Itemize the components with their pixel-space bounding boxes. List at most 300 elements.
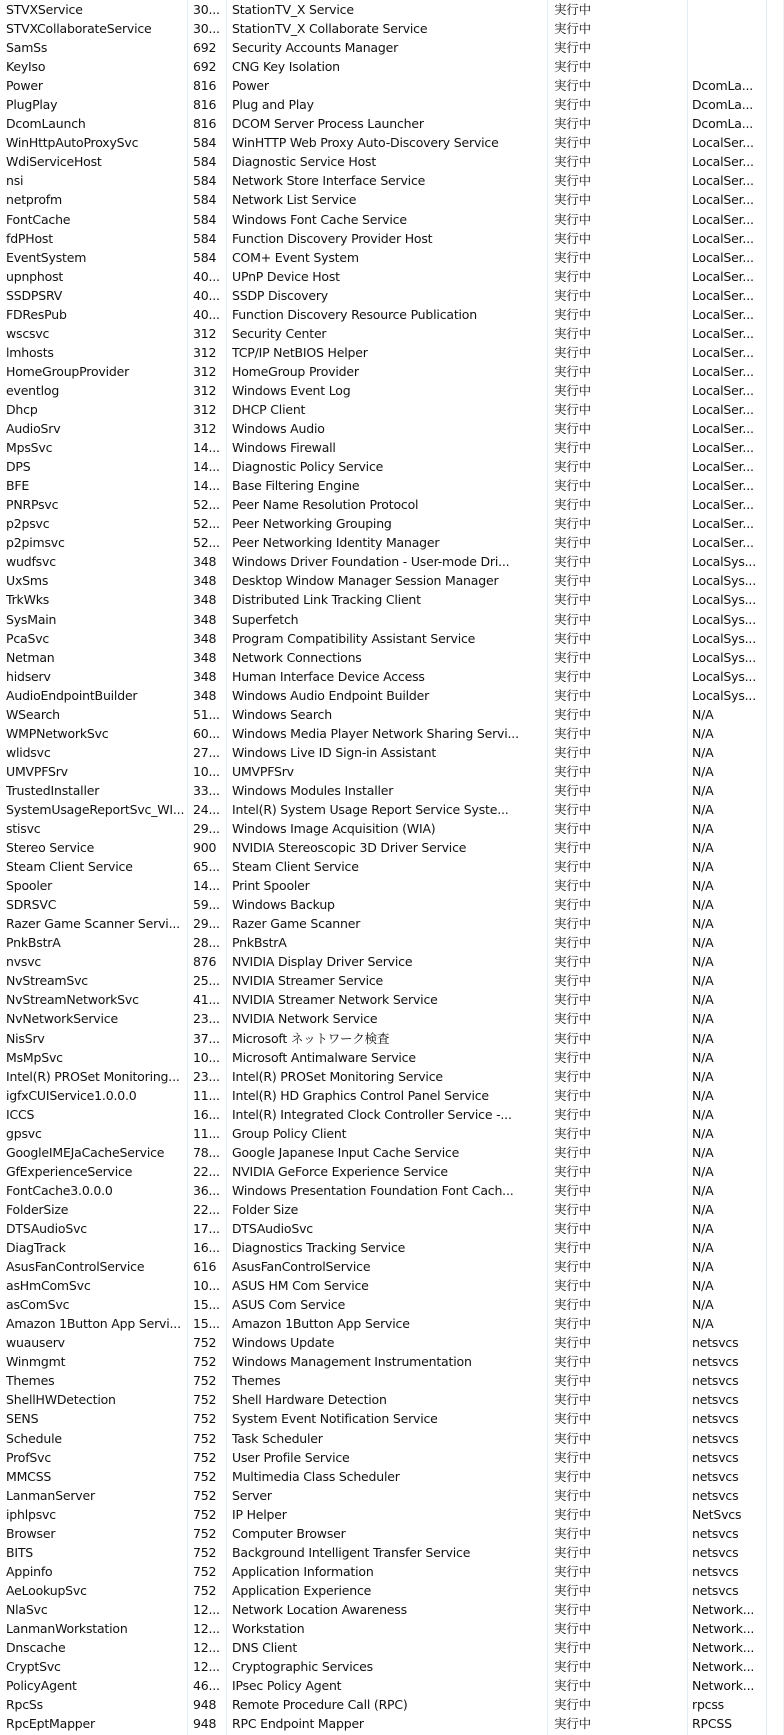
service-row[interactable] (0, 1409, 784, 1428)
service-group: Network... (692, 1659, 755, 1675)
service-status: 実行中 (554, 859, 591, 875)
service-row[interactable] (0, 1486, 784, 1505)
service-row[interactable] (0, 1505, 784, 1524)
service-pid: 348 (193, 573, 217, 589)
service-name: RpcSs (6, 1697, 43, 1713)
service-status: 実行中 (554, 211, 591, 227)
service-group: LocalSys... (692, 630, 756, 646)
service-row[interactable] (0, 1352, 784, 1371)
service-row[interactable] (0, 838, 784, 857)
service-status: 実行中 (554, 116, 591, 132)
service-row[interactable] (0, 114, 784, 133)
service-pid: 11... (193, 1087, 220, 1103)
service-pid: 29... (193, 916, 220, 932)
service-group: LocalSer... (692, 230, 754, 246)
service-row[interactable] (0, 229, 784, 248)
service-group: N/A (692, 1182, 714, 1198)
service-name: NisSrv (6, 1030, 45, 1046)
service-group: N/A (692, 706, 714, 722)
service-description: ASUS Com Service (232, 1297, 346, 1313)
service-row[interactable] (0, 76, 784, 95)
service-status: 実行中 (554, 649, 591, 665)
service-pid: 876 (193, 954, 217, 970)
service-group: LocalSys... (692, 687, 756, 703)
service-pid: 312 (193, 382, 217, 398)
service-pid: 692 (193, 40, 217, 56)
service-name: Themes (6, 1373, 55, 1389)
service-pid: 10... (193, 763, 220, 779)
service-description: Peer Name Resolution Protocol (232, 497, 419, 513)
service-description: Human Interface Device Access (232, 668, 425, 684)
service-row[interactable] (0, 1657, 784, 1676)
service-group: Network... (692, 1601, 755, 1617)
service-group: N/A (692, 1259, 714, 1275)
service-row[interactable] (0, 1448, 784, 1467)
service-pid: 816 (193, 116, 217, 132)
service-description: HomeGroup Provider (232, 363, 359, 379)
service-status: 実行中 (554, 1030, 591, 1046)
service-row[interactable] (0, 1314, 784, 1333)
service-pid: 752 (193, 1354, 217, 1370)
service-pid: 30... (193, 2, 220, 17)
service-row[interactable] (0, 343, 784, 362)
service-row[interactable] (0, 1524, 784, 1543)
service-name: WinHttpAutoProxySvc (6, 135, 139, 151)
service-group: N/A (692, 801, 714, 817)
service-row[interactable] (0, 1390, 784, 1409)
service-group: LocalSys... (692, 592, 756, 608)
service-name: RpcEptMapper (6, 1716, 95, 1732)
service-group: LocalSer... (692, 192, 754, 208)
service-row[interactable] (0, 267, 784, 286)
service-name: Dhcp (6, 401, 38, 417)
service-row[interactable] (0, 1124, 784, 1143)
service-description: Windows Presentation Foundation Font Cach... (232, 1182, 514, 1198)
service-group: netsvcs (692, 1468, 739, 1484)
service-row[interactable] (0, 724, 784, 743)
service-group: netsvcs (692, 1411, 739, 1427)
service-name: Schedule (6, 1430, 62, 1446)
service-pid: 25... (193, 973, 220, 989)
service-description: Windows Search (232, 706, 332, 722)
service-name: wudfsvc (6, 554, 56, 570)
service-row[interactable] (0, 1333, 784, 1352)
service-group: LocalSys... (692, 668, 756, 684)
service-name: Razer Game Scanner Servi... (6, 916, 180, 932)
service-row[interactable] (0, 1467, 784, 1486)
service-row[interactable] (0, 1143, 784, 1162)
service-description: Peer Networking Grouping (232, 516, 392, 532)
service-description: NVIDIA Stereoscopic 3D Driver Service (232, 840, 467, 856)
service-row[interactable] (0, 762, 784, 781)
service-description: StationTV_X Collaborate Service (232, 21, 428, 37)
service-pid: 15... (193, 1297, 220, 1313)
service-name: WMPNetworkSvc (6, 725, 109, 741)
service-description: Intel(R) PROSet Monitoring Service (232, 1068, 443, 1084)
service-row[interactable] (0, 210, 784, 229)
service-name: ShellHWDetection (6, 1392, 116, 1408)
service-row[interactable] (0, 1048, 784, 1067)
service-description: Diagnostic Service Host (232, 154, 377, 170)
service-pid: 584 (193, 173, 217, 189)
service-name: BITS (6, 1544, 34, 1560)
service-row[interactable] (0, 781, 784, 800)
service-name: GoogleIMEJaCacheService (6, 1144, 165, 1160)
service-row[interactable] (0, 800, 784, 819)
service-pid: 65... (193, 859, 220, 875)
service-group: LocalSer... (692, 401, 754, 417)
service-description: Windows Firewall (232, 440, 336, 456)
service-row[interactable] (0, 362, 784, 381)
service-row[interactable] (0, 419, 784, 438)
service-row[interactable] (0, 1600, 784, 1619)
service-status: 実行中 (554, 668, 591, 684)
service-name: Browser (6, 1525, 56, 1541)
service-row[interactable] (0, 952, 784, 971)
service-row[interactable] (0, 1086, 784, 1105)
service-group: N/A (692, 1068, 714, 1084)
service-row[interactable] (0, 0, 784, 19)
service-group: N/A (692, 859, 714, 875)
service-row[interactable] (0, 19, 784, 38)
service-pid: 584 (193, 230, 217, 246)
service-description: DTSAudioSvc (232, 1221, 313, 1236)
service-description: Power (232, 78, 269, 94)
service-pid: 16... (193, 1240, 220, 1256)
service-description: Shell Hardware Detection (232, 1392, 387, 1408)
service-row[interactable] (0, 1638, 784, 1657)
service-group: netsvcs (692, 1354, 739, 1370)
service-row[interactable] (0, 933, 784, 952)
service-pid: 312 (193, 363, 217, 379)
service-name: Intel(R) PROSet Monitoring... (6, 1068, 180, 1084)
service-description: Windows Backup (232, 897, 335, 913)
service-row[interactable] (0, 1029, 784, 1048)
service-row[interactable] (0, 171, 784, 190)
service-pid: 14... (193, 440, 220, 456)
service-row[interactable] (0, 38, 784, 57)
service-group: LocalSer... (692, 459, 754, 475)
service-description: Security Center (232, 325, 327, 341)
service-status: 実行中 (554, 268, 591, 284)
service-row[interactable] (0, 590, 784, 609)
service-row[interactable] (0, 1581, 784, 1600)
service-group: Network... (692, 1620, 755, 1636)
service-group: N/A (692, 1221, 714, 1236)
service-row[interactable] (0, 819, 784, 838)
service-row[interactable] (0, 1695, 784, 1714)
service-name: MpsSvc (6, 440, 53, 456)
service-group: LocalSer... (692, 497, 754, 513)
service-name: SysMain (6, 611, 57, 627)
service-description: Google Japanese Input Cache Service (232, 1144, 460, 1160)
service-group: N/A (692, 973, 714, 989)
service-name: PnkBstrA (6, 935, 61, 951)
service-pid: 23... (193, 1011, 220, 1027)
service-row[interactable] (0, 648, 784, 667)
service-row[interactable] (0, 1105, 784, 1124)
service-status: 実行中 (554, 1011, 591, 1027)
service-row[interactable] (0, 381, 784, 400)
service-name: wlidsvc (6, 744, 51, 760)
service-name: hidserv (6, 668, 51, 684)
service-row[interactable] (0, 133, 784, 152)
service-row[interactable] (0, 1200, 784, 1219)
service-row[interactable] (0, 1562, 784, 1581)
service-status: 実行中 (554, 992, 591, 1008)
service-status: 実行中 (554, 687, 591, 703)
service-status: 実行中 (554, 935, 591, 951)
service-row[interactable] (0, 57, 784, 76)
service-description: Distributed Link Tracking Client (232, 592, 421, 608)
service-row[interactable] (0, 95, 784, 114)
service-group: Network... (692, 1640, 755, 1656)
service-description: UPnP Device Host (232, 268, 340, 284)
service-name: MMCSS (6, 1468, 52, 1484)
service-status: 実行中 (554, 535, 591, 551)
service-status: 実行中 (554, 1316, 591, 1332)
service-status: 実行中 (554, 306, 591, 322)
service-name: DcomLaunch (6, 116, 86, 132)
service-status: 実行中 (554, 1563, 591, 1579)
service-group: N/A (692, 1049, 714, 1065)
service-row[interactable] (0, 1067, 784, 1086)
service-group: netsvcs (692, 1449, 739, 1465)
service-row[interactable] (0, 990, 784, 1009)
service-description: NVIDIA GeForce Experience Service (232, 1163, 448, 1179)
service-name: ProfSvc (6, 1449, 52, 1465)
service-pid: 948 (193, 1697, 217, 1713)
service-row[interactable] (0, 571, 784, 590)
service-row[interactable] (0, 190, 784, 209)
service-status: 実行中 (554, 516, 591, 532)
service-description: Windows Modules Installer (232, 782, 394, 798)
service-name: CryptSvc (6, 1659, 61, 1675)
service-description: Windows Driver Foundation - User-mode Dri... (232, 554, 510, 570)
service-status: 実行中 (554, 1468, 591, 1484)
service-row[interactable] (0, 857, 784, 876)
service-description: Security Accounts Manager (232, 40, 399, 56)
service-description: AsusFanControlService (232, 1259, 371, 1275)
service-row[interactable] (0, 286, 784, 305)
service-name: WSearch (6, 706, 60, 722)
service-group: N/A (692, 782, 714, 798)
service-row[interactable] (0, 1238, 784, 1257)
service-group: N/A (692, 897, 714, 913)
service-name: asHmComSvc (6, 1278, 91, 1294)
service-row[interactable] (0, 1543, 784, 1562)
service-description: DCOM Server Process Launcher (232, 116, 424, 132)
service-name: EventSystem (6, 249, 87, 265)
service-row[interactable] (0, 705, 784, 724)
service-pid: 12... (193, 1601, 220, 1617)
service-name: netprofm (6, 192, 62, 208)
service-row[interactable] (0, 876, 784, 895)
service-row[interactable] (0, 400, 784, 419)
service-status: 実行中 (554, 1392, 591, 1408)
service-status: 実行中 (554, 1659, 591, 1675)
service-row[interactable] (0, 476, 784, 495)
service-name: fdPHost (6, 230, 53, 246)
service-status: 実行中 (554, 1049, 591, 1065)
service-row[interactable] (0, 552, 784, 571)
service-row[interactable] (0, 533, 784, 552)
service-name: NvNetworkService (6, 1011, 118, 1027)
service-row[interactable] (0, 305, 784, 324)
service-row[interactable] (0, 1429, 784, 1448)
service-description: StationTV_X Service (232, 2, 354, 17)
service-status: 実行中 (554, 40, 591, 56)
service-description: PnkBstrA (232, 935, 287, 951)
service-group: LocalSer... (692, 440, 754, 456)
service-row[interactable] (0, 1676, 784, 1695)
service-row[interactable] (0, 1257, 784, 1276)
service-group: LocalSer... (692, 478, 754, 494)
service-status: 実行中 (554, 1354, 591, 1370)
service-description: TCP/IP NetBIOS Helper (232, 344, 368, 360)
service-pid: 348 (193, 687, 217, 703)
service-name: Power (6, 78, 43, 94)
service-description: Superfetch (232, 611, 299, 627)
service-description: DHCP Client (232, 401, 306, 417)
service-name: DPS (6, 459, 31, 475)
service-description: WinHTTP Web Proxy Auto-Discovery Service (232, 135, 499, 151)
service-description: NVIDIA Streamer Network Service (232, 992, 438, 1008)
service-description: Windows Management Instrumentation (232, 1354, 472, 1370)
service-group: LocalSys... (692, 573, 756, 589)
service-row[interactable] (0, 1276, 784, 1295)
service-group: N/A (692, 1297, 714, 1313)
service-status: 実行中 (554, 478, 591, 494)
service-name: WdiServiceHost (6, 154, 102, 170)
service-row[interactable] (0, 1181, 784, 1200)
service-group: netsvcs (692, 1335, 739, 1351)
service-row[interactable] (0, 1295, 784, 1314)
service-row[interactable] (0, 457, 784, 476)
service-row[interactable] (0, 1714, 784, 1733)
service-row[interactable] (0, 248, 784, 267)
service-row[interactable] (0, 1162, 784, 1181)
service-status: 実行中 (554, 97, 591, 113)
service-name: UMVPFSrv (6, 763, 68, 779)
service-group: RPCSS (692, 1716, 732, 1732)
service-name: TrustedInstaller (6, 782, 100, 798)
service-pid: 51... (193, 706, 220, 722)
service-name: FDResPub (6, 306, 67, 322)
service-name: NlaSvc (6, 1601, 48, 1617)
service-description: Amazon 1Button App Service (232, 1316, 410, 1332)
service-row[interactable] (0, 495, 784, 514)
service-group: LocalSys... (692, 554, 756, 570)
service-row[interactable] (0, 629, 784, 648)
service-status: 実行中 (554, 59, 591, 75)
service-group: N/A (692, 1240, 714, 1256)
service-row[interactable] (0, 514, 784, 533)
service-row[interactable] (0, 324, 784, 343)
service-row[interactable] (0, 1619, 784, 1638)
service-row[interactable] (0, 914, 784, 933)
service-name: LanmanServer (6, 1487, 95, 1503)
service-description: NVIDIA Streamer Service (232, 973, 384, 989)
service-row[interactable] (0, 895, 784, 914)
service-row[interactable] (0, 686, 784, 705)
service-group: N/A (692, 1030, 714, 1046)
service-name: AeLookupSvc (6, 1582, 87, 1598)
service-name: p2pimsvc (6, 535, 65, 551)
service-status: 実行中 (554, 249, 591, 265)
service-name: iphlpsvc (6, 1506, 56, 1522)
service-name: NvStreamNetworkSvc (6, 992, 139, 1008)
service-pid: 12... (193, 1659, 220, 1675)
service-status: 実行中 (554, 973, 591, 989)
service-row[interactable] (0, 1219, 784, 1238)
service-name: p2psvc (6, 516, 50, 532)
service-status: 実行中 (554, 630, 591, 646)
service-pid: 30... (193, 21, 220, 37)
service-description: Windows Live ID Sign-in Assistant (232, 744, 437, 760)
service-pid: 41... (193, 992, 220, 1008)
service-status: 実行中 (554, 1125, 591, 1141)
service-row[interactable] (0, 1371, 784, 1390)
service-row[interactable] (0, 610, 784, 629)
service-status: 実行中 (554, 2, 591, 17)
service-status: 実行中 (554, 135, 591, 151)
service-row[interactable] (0, 667, 784, 686)
service-name: DTSAudioSvc (6, 1221, 87, 1236)
service-status: 実行中 (554, 287, 591, 303)
service-name: ICCS (6, 1106, 35, 1122)
service-status: 実行中 (554, 1620, 591, 1636)
service-group: N/A (692, 1278, 714, 1294)
service-status: 実行中 (554, 1487, 591, 1503)
service-name: stisvc (6, 821, 41, 837)
service-row[interactable] (0, 971, 784, 990)
service-group: netsvcs (692, 1392, 739, 1408)
service-row[interactable] (0, 438, 784, 457)
service-name: Appinfo (6, 1563, 53, 1579)
service-row[interactable] (0, 743, 784, 762)
service-row[interactable] (0, 152, 784, 171)
service-pid: 22... (193, 1201, 220, 1217)
service-name: KeyIso (6, 59, 46, 75)
service-name: FontCache (6, 211, 71, 227)
service-status: 実行中 (554, 1106, 591, 1122)
service-group: LocalSer... (692, 382, 754, 398)
service-status: 実行中 (554, 1716, 591, 1732)
service-name: PolicyAgent (6, 1678, 77, 1694)
service-pid: 752 (193, 1468, 217, 1484)
service-description: Application Information (232, 1563, 374, 1579)
service-pid: 312 (193, 325, 217, 341)
service-status: 実行中 (554, 1087, 591, 1103)
service-description: NVIDIA Display Driver Service (232, 954, 413, 970)
service-pid: 37... (193, 1030, 220, 1046)
service-status: 実行中 (554, 1144, 591, 1160)
service-pid: 584 (193, 135, 217, 151)
service-group: N/A (692, 916, 714, 932)
service-group: LocalSer... (692, 421, 754, 437)
service-description: DNS Client (232, 1640, 298, 1656)
service-pid: 22... (193, 1163, 220, 1179)
service-group: LocalSer... (692, 154, 754, 170)
service-status: 実行中 (554, 192, 591, 208)
service-status: 実行中 (554, 1525, 591, 1541)
service-status: 実行中 (554, 1544, 591, 1560)
service-group: N/A (692, 1087, 714, 1103)
service-group: DcomLa... (692, 78, 754, 94)
service-status: 実行中 (554, 725, 591, 741)
service-row[interactable] (0, 1009, 784, 1028)
